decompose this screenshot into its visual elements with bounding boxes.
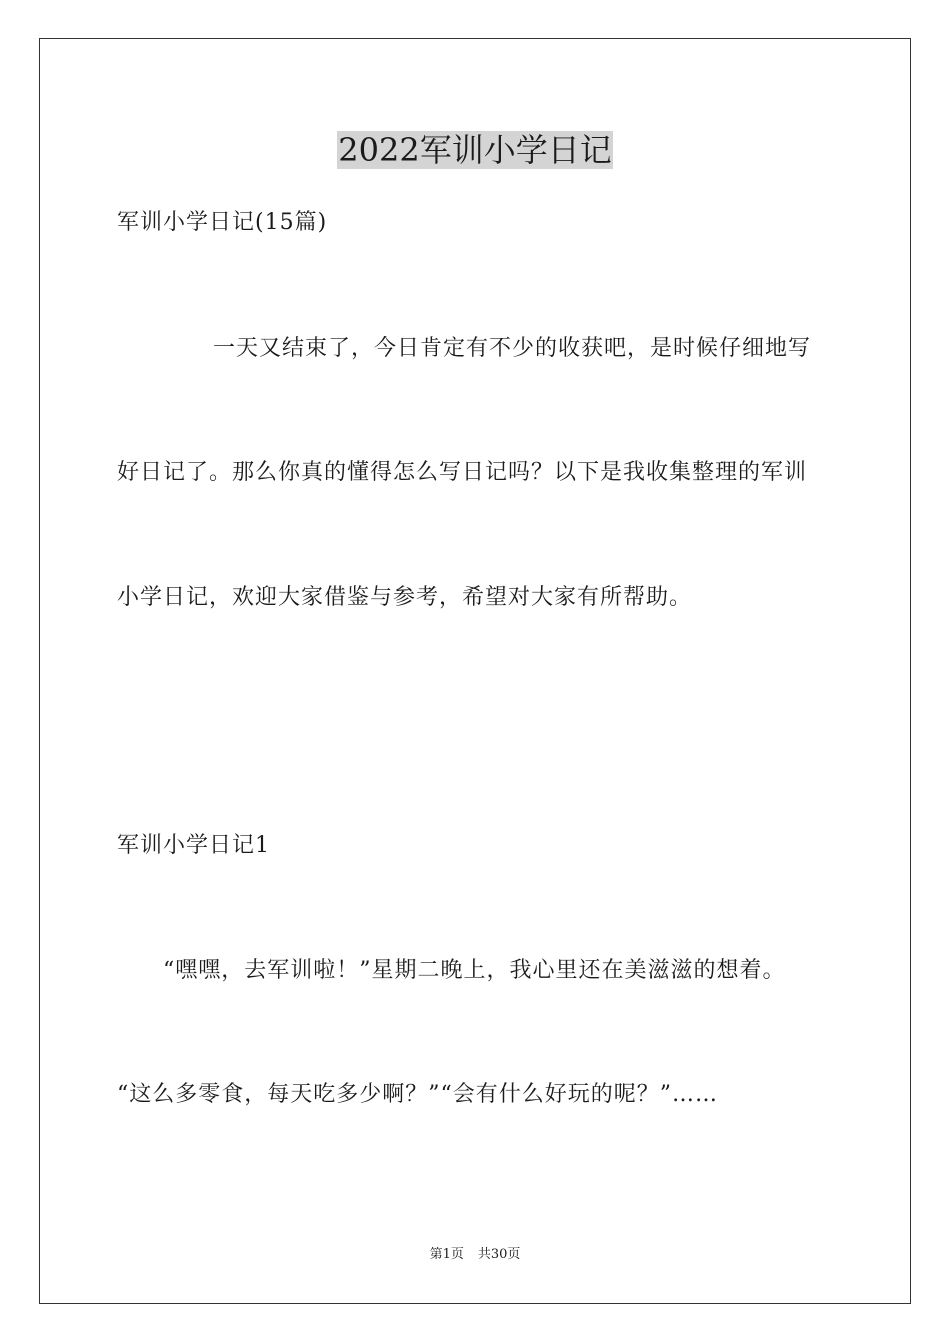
footer-page-number: 第1页 bbox=[429, 1247, 464, 1262]
section-heading: 军训小学日记1 bbox=[117, 833, 270, 858]
document-title-text: 2022军训小学日记 bbox=[338, 131, 612, 169]
document-title bbox=[0, 128, 950, 172]
body-line-2: “这么多零食，每天吃多少啊？”“会有什么好玩的呢？”…… bbox=[117, 1082, 718, 1107]
page-footer bbox=[0, 1246, 950, 1264]
footer-total-pages: 共30页 bbox=[477, 1247, 521, 1262]
body-line-1: “嘿嘿，去军训啦！”星期二晚上，我心里还在美滋滋的想着。 bbox=[163, 958, 786, 983]
intro-line-1: 一天又结束了，今日肯定有不少的收获吧，是时候仔细地写 bbox=[213, 336, 812, 361]
document-subtitle: 军训小学日记(15篇) bbox=[117, 210, 328, 235]
intro-line-3: 小学日记，欢迎大家借鉴与参考，希望对大家有所帮助。 bbox=[117, 585, 693, 610]
intro-line-2: 好日记了。那么你真的懂得怎么写日记吗？以下是我收集整理的军训 bbox=[117, 460, 808, 485]
